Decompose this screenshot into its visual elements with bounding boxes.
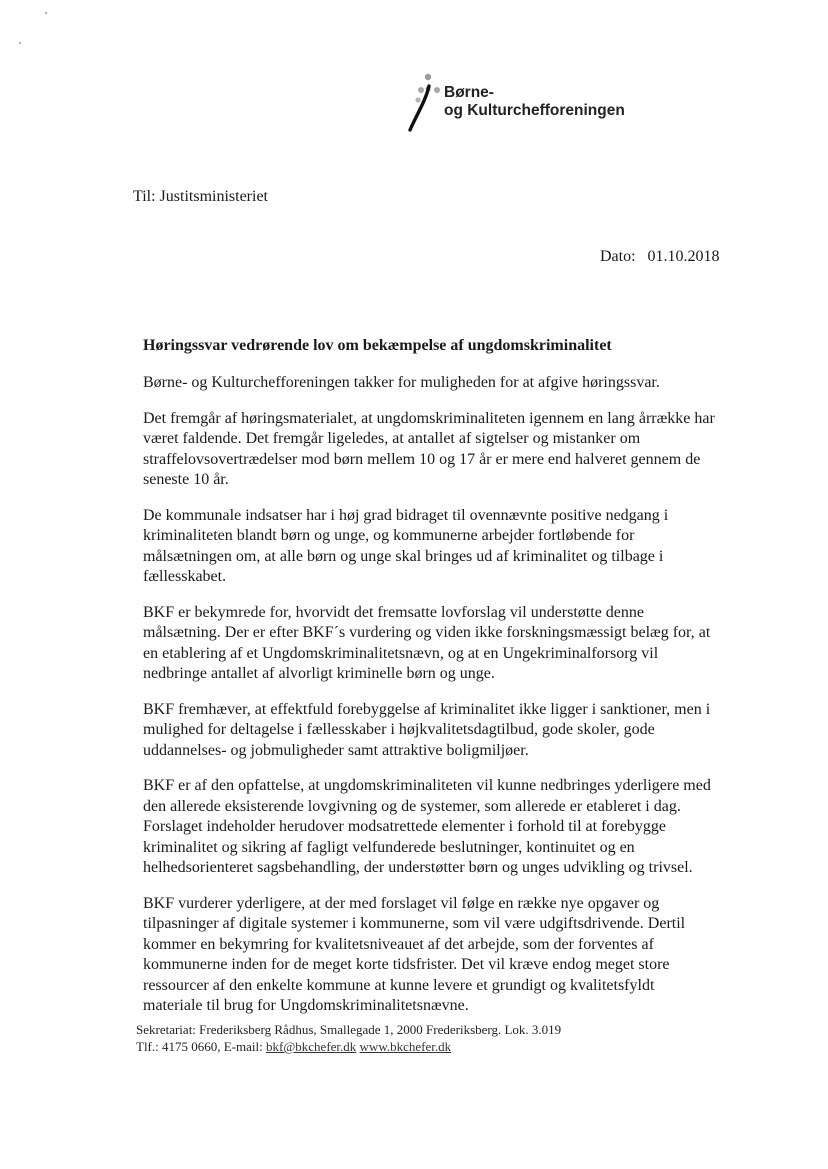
date-value: 01.10.2018	[647, 248, 720, 265]
website-link[interactable]: www.bkchefer.dk	[359, 1039, 452, 1054]
date-line	[600, 248, 720, 266]
body-paragraph: Børne- og Kulturchefforeningen takker for muligheden for at afgive høringssvar.	[143, 374, 660, 391]
recipient-line: Til: Justitsministeriet	[133, 188, 268, 205]
organization-logo	[404, 70, 664, 134]
letter-footer	[136, 1021, 561, 1055]
letter-subject: Høringssvar vedrørende lov om bekæmpelse af ungdomskriminalitet	[143, 337, 612, 354]
logo-line-1: Børne-	[444, 84, 494, 101]
footer-contact	[136, 1038, 561, 1055]
footer-contact-prefix: Tlf.: 4175 0660, E-mail:	[136, 1039, 263, 1054]
footer-address: Sekretariat: Frederiksberg Rådhus, Smallegade 1, 2000 Frederiksberg. Lok. 3.019	[136, 1022, 562, 1037]
body-paragraph: BKF vurderer yderligere, at der med forslaget vil følge en række nye opgaver og tilpasninger af digitale systemer i kommunerne, som vil være udgiftsdrivende. Dertil kommer en bekymring for kvalitetsniveauet af det arbejde, som der forventes af kommunerne inden for de meget korte tidsfrister. Det vil kræve endog meget store ressourcer af den enkelte kommune at kunne levere et grundigt og kvalitetsfyldt materiale til brug for Ungdomskriminalitetsnævne.	[143, 894, 686, 1014]
email-link[interactable]: bkf@bkchefer.dk	[265, 1039, 357, 1054]
date-label: Dato:	[600, 248, 636, 265]
scan-speck	[19, 42, 21, 44]
scan-speck	[45, 12, 47, 14]
logo-mark-icon	[404, 70, 444, 134]
body-paragraph: De kommunale indsatser har i høj grad bidraget til ovennævnte positive nedgang i kriminaliteten blandt børn og unge, og kommunerne arbejder fortløbende for målsætningen om, at alle børn og unge skal bringes ud af kriminalitet og tilbage i fællesskabet.	[143, 506, 669, 585]
body-paragraph: BKF er bekymrede for, hvorvidt det fremsatte lovforslag vil understøtte denne målsætning. Der er efter BKF´s vurdering og viden ikke forskningsmæssigt belæg for, at en etablering af et Ungdomskriminalitetsnævn, og at en Ungekriminalforsorg vil nedbringe antallet af alvorligt kriminelle børn og unge.	[143, 603, 711, 682]
logo-wordmark	[444, 84, 625, 120]
letter-body	[143, 373, 715, 1032]
body-paragraph: BKF er af den opfattelse, at ungdomskriminaliteten vil kunne nedbringes yderligere med den allerede eksisterende lovgivning og de systemer, som allerede er etableret i dag. Forslaget indeholder herudover modsatrettede elementer i forhold til at forebygge kriminalitet og sikring af fagligt velfunderede beslutninger, kontinuitet og en helhedsorienteret sagsbehandling, der understøtter børn og unges udvikling og trivsel.	[143, 777, 711, 876]
logo-line-2: og Kulturchefforeningen	[444, 102, 625, 119]
body-paragraph: BKF fremhæver, at effektfuld forebyggelse af kriminalitet ikke ligger i sanktioner, men i mulighed for deltagelse i fællesskaber i højkvalitetsdagtilbud, gode skoler, gode uddannelses- og jobmuligheder samt attraktive boligmiljøer.	[143, 700, 711, 759]
body-paragraph: Det fremgår af høringsmaterialet, at ungdomskriminaliteten igennem en lang årrække har været faldende. Det fremgår ligeledes, at antallet af sigtelser og mistanker om straffelovsovertrædelser mod børn mellem 10 og 17 år er mere end halveret gennem de seneste 10 år.	[143, 409, 715, 488]
